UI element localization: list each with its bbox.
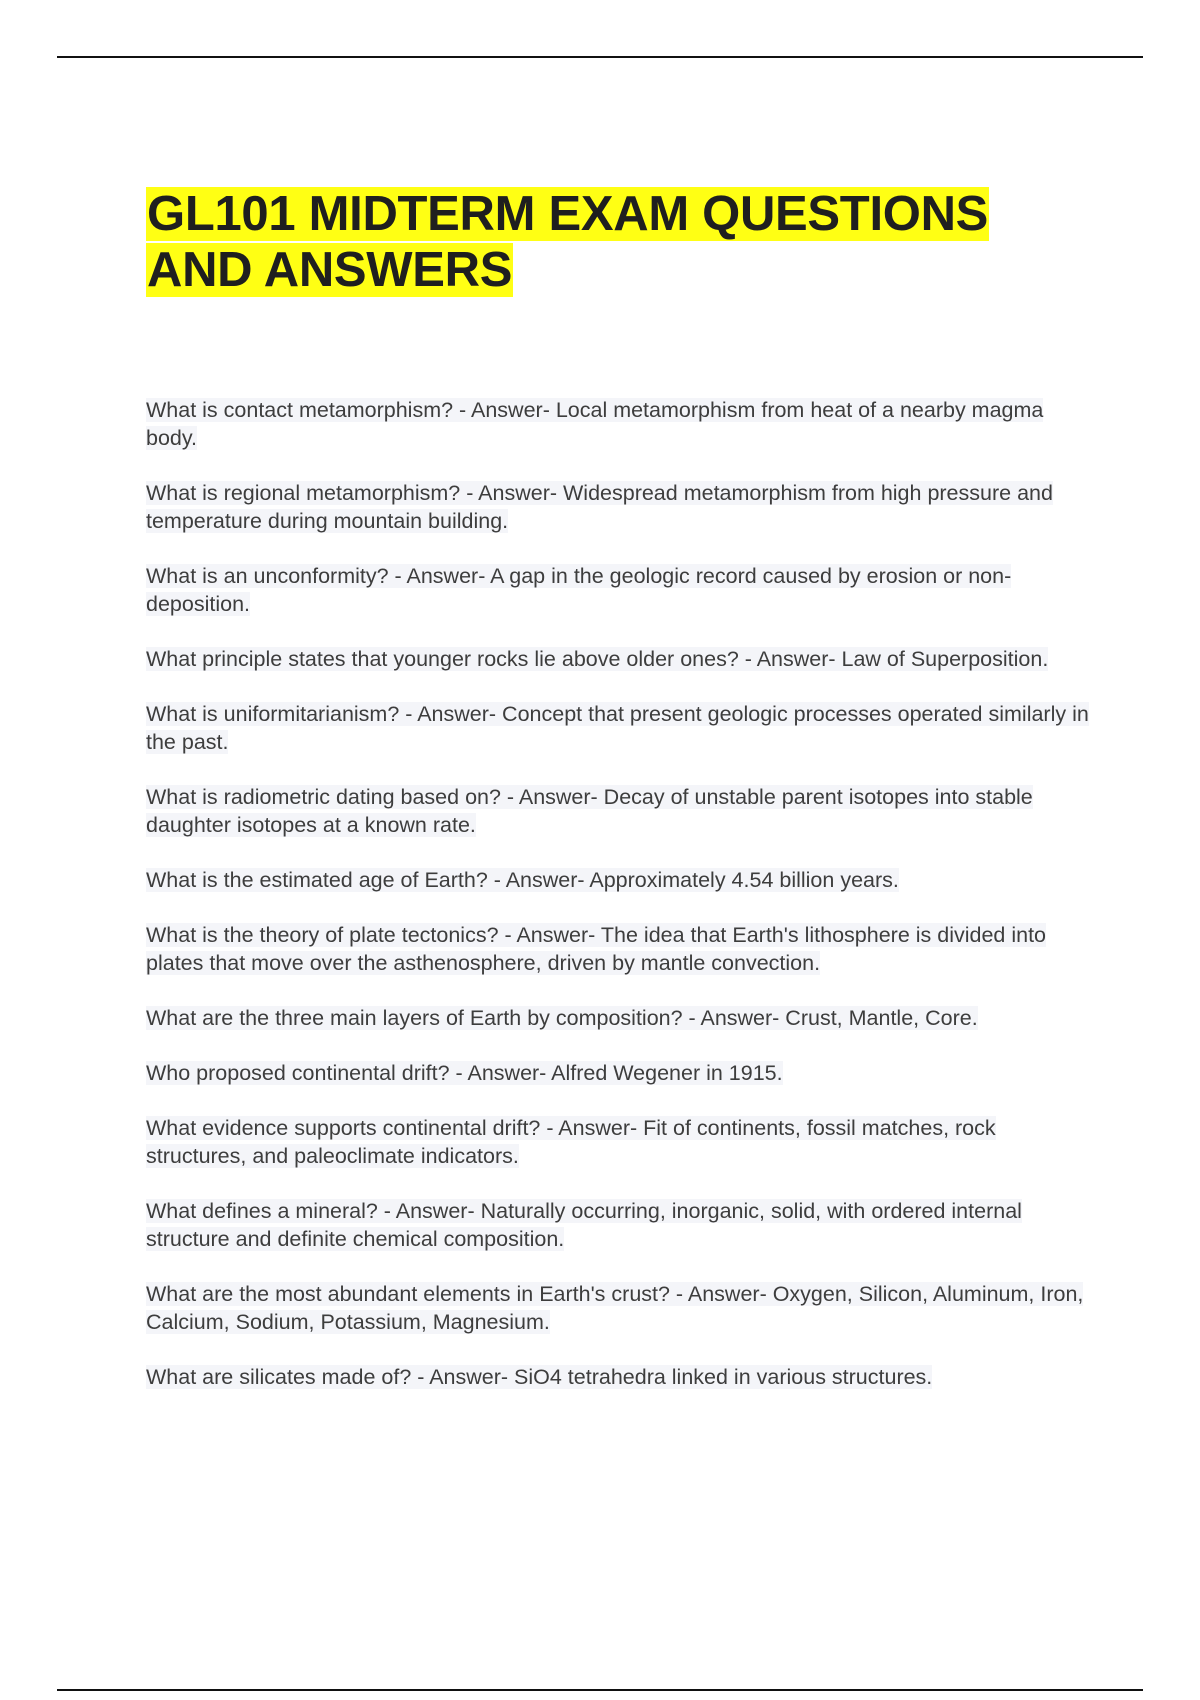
qa-list [146, 396, 1096, 1391]
qa-item [146, 1004, 1096, 1032]
qa-item [146, 700, 1096, 756]
qa-item [146, 783, 1096, 839]
qa-item [146, 396, 1096, 452]
qa-item [146, 1280, 1096, 1336]
qa-item [146, 479, 1096, 535]
title-highlight: GL101 MIDTERM EXAM QUESTIONS AND ANSWERS [147, 187, 989, 297]
qa-text: What principle states that younger rocks lie above older ones? - Answer- Law of Superposition. [146, 647, 1049, 671]
document-body [146, 186, 1096, 1418]
qa-text: What is uniformitarianism? - Answer- Concept that present geologic processes operated similarly in the past. [146, 702, 1089, 754]
qa-item [146, 921, 1096, 977]
qa-item [146, 562, 1096, 618]
qa-text: What is radiometric dating based on? - Answer- Decay of unstable parent isotopes into stable daughter isotopes at a known rate. [146, 785, 1033, 837]
qa-text: What are the three main layers of Earth by composition? - Answer- Crust, Mantle, Core. [146, 1006, 978, 1030]
qa-text: What is an unconformity? - Answer- A gap in the geologic record caused by erosion or non-deposition. [146, 564, 1012, 616]
top-rule [57, 56, 1143, 58]
qa-text: What are silicates made of? - Answer- SiO4 tetrahedra linked in various structures. [146, 1365, 933, 1389]
qa-text: What is contact metamorphism? - Answer- Local metamorphism from heat of a nearby magma body. [146, 398, 1044, 450]
qa-item [146, 1363, 1096, 1391]
qa-text: What is regional metamorphism? - Answer- Widespread metamorphism from high pressure and temperature during mountain building. [146, 481, 1053, 533]
qa-item [146, 645, 1096, 673]
qa-item [146, 1197, 1096, 1253]
qa-text: What evidence supports continental drift? - Answer- Fit of continents, fossil matches, rock structures, and paleoclimate indicators. [146, 1116, 996, 1168]
bottom-rule [57, 1689, 1143, 1691]
qa-text: What is the theory of plate tectonics? - Answer- The idea that Earth's lithosphere is divided into plates that move over the asthenosphere, driven by mantle convection. [146, 923, 1047, 975]
qa-text: What are the most abundant elements in Earth's crust? - Answer- Oxygen, Silicon, Aluminum, Iron, Calcium, Sodium, Potassium, Magnesium. [146, 1282, 1084, 1334]
document-title [146, 186, 1096, 298]
qa-item [146, 1114, 1096, 1170]
qa-item [146, 1059, 1096, 1087]
qa-text: What is the estimated age of Earth? - Answer- Approximately 4.54 billion years. [146, 868, 899, 892]
qa-item [146, 866, 1096, 894]
qa-text: Who proposed continental drift? - Answer- Alfred Wegener in 1915. [146, 1061, 783, 1085]
qa-text: What defines a mineral? - Answer- Naturally occurring, inorganic, solid, with ordered internal structure and definite chemical composition. [146, 1199, 1022, 1251]
